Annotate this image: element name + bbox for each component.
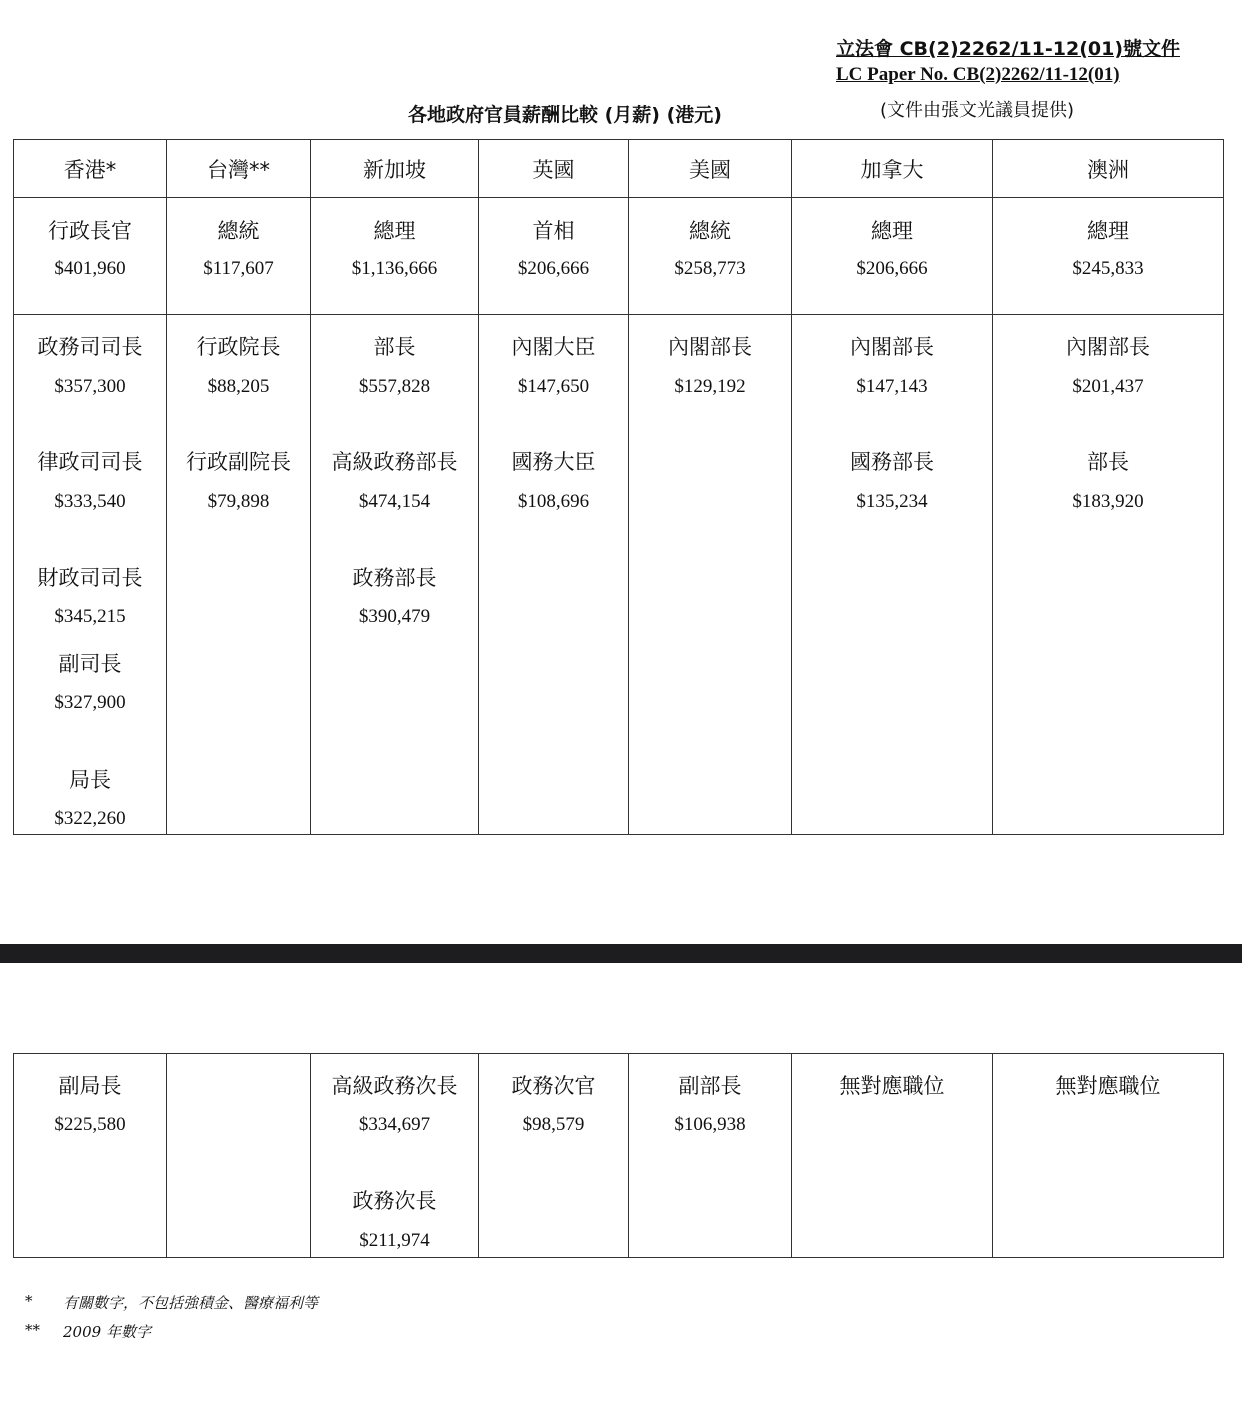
monthly-salary: $147,143 — [856, 376, 928, 397]
document-reference-chinese: 立法會 CB(2)2262/11-12(01)號文件 — [836, 38, 1181, 60]
region-name: 美國 — [689, 157, 731, 182]
monthly-salary: $225,580 — [54, 1114, 126, 1135]
position-title: 副部長 — [678, 1074, 742, 1098]
deputies-cell — [993, 1054, 1224, 1258]
footnote-mark: ** — [25, 1321, 40, 1339]
ministers-cell — [629, 315, 792, 835]
position-title: 行政長官 — [48, 219, 132, 243]
position-title: 總統 — [217, 219, 260, 243]
position-title: 政務次官 — [511, 1074, 596, 1098]
monthly-salary: $334,697 — [358, 1114, 431, 1135]
monthly-salary: $117,607 — [203, 258, 274, 279]
position-title: 總理 — [373, 219, 416, 243]
column-header — [167, 140, 311, 198]
position-title: 內閣部長 — [668, 335, 752, 359]
position-title: 部長 — [1087, 450, 1129, 474]
monthly-salary: $345,215 — [54, 606, 126, 627]
position-title: 政務部長 — [352, 566, 437, 590]
monthly-salary: $108,696 — [517, 491, 590, 512]
ministers-cell — [792, 315, 993, 835]
monthly-salary: $135,234 — [856, 491, 928, 512]
head-of-government-cell — [14, 198, 167, 315]
region-name: 香港* — [63, 157, 117, 182]
footnote-text: 有關數字，不包括強積金、醫療福利等 — [63, 1294, 319, 1312]
head-of-government-cell — [792, 198, 993, 315]
ministers-cell — [14, 315, 167, 835]
page-separator-band — [0, 944, 1242, 963]
monthly-salary: $129,192 — [674, 376, 746, 397]
position-title: 行政副院長 — [186, 450, 291, 474]
column-header — [993, 140, 1224, 198]
position-title: 副局長 — [58, 1074, 122, 1098]
column-header — [629, 140, 792, 198]
position-title: 內閣部長 — [1066, 335, 1150, 359]
column-header — [14, 140, 167, 198]
document-reference-english: LC Paper No. CB(2)2262/11-12(01) — [836, 64, 1120, 85]
footnote-text: 2009 年數字 — [63, 1323, 151, 1341]
monthly-salary: $147,650 — [517, 376, 590, 397]
document-provider-note: (文件由張文光議員提供) — [880, 100, 1075, 121]
position-title: 部長 — [373, 335, 416, 359]
monthly-salary: $201,437 — [1072, 376, 1144, 397]
page-title: 各地政府官員薪酬比較 (月薪) (港元) — [408, 104, 722, 126]
region-name: 新加坡 — [363, 157, 426, 182]
position-title: 高級政務部長 — [331, 450, 458, 474]
position-title: 國務大臣 — [511, 450, 596, 474]
monthly-salary: $401,960 — [54, 258, 126, 279]
column-header — [311, 140, 479, 198]
monthly-salary: $258,773 — [674, 258, 746, 279]
position-title: 內閣部長 — [850, 335, 934, 359]
monthly-salary: $333,540 — [54, 491, 126, 512]
deputies-cell — [167, 1054, 311, 1258]
monthly-salary: $206,666 — [517, 258, 590, 279]
region-name: 英國 — [532, 157, 575, 182]
position-title: 行政院長 — [196, 335, 281, 359]
region-name: 加拿大 — [860, 157, 924, 182]
position-title: 無對應職位 — [839, 1074, 945, 1098]
position-title: 政務司司長 — [37, 335, 143, 359]
position-title: 首相 — [532, 219, 575, 243]
head-of-government-cell — [629, 198, 792, 315]
deputies-cell — [311, 1054, 479, 1258]
position-title: 總統 — [689, 219, 731, 243]
head-of-government-cell — [479, 198, 629, 315]
position-title: 無對應職位 — [1055, 1074, 1161, 1098]
monthly-salary: $327,900 — [54, 692, 126, 713]
monthly-salary: $322,260 — [54, 808, 126, 829]
ministers-cell — [479, 315, 629, 835]
header-row — [14, 140, 1224, 198]
head-of-government-cell — [167, 198, 311, 315]
deputies-cell — [14, 1054, 167, 1258]
ministers-row — [14, 315, 1224, 835]
monthly-salary: $557,828 — [358, 376, 431, 397]
position-title: 副司長 — [58, 652, 122, 676]
monthly-salary: $1,136,666 — [351, 258, 438, 279]
ministers-cell — [167, 315, 311, 835]
monthly-salary: $211,974 — [359, 1230, 430, 1251]
position-title: 局長 — [69, 768, 111, 792]
deputies-cell — [629, 1054, 792, 1258]
ministers-cell — [311, 315, 479, 835]
position-title: 總理 — [871, 219, 913, 243]
deputies-cell — [792, 1054, 993, 1258]
monthly-salary: $183,920 — [1072, 491, 1144, 512]
position-title: 律政司司長 — [37, 450, 143, 474]
head-of-government-cell — [311, 198, 479, 315]
column-header — [792, 140, 993, 198]
position-title: 總理 — [1087, 219, 1129, 243]
head-of-government-row — [14, 198, 1224, 315]
salary-table — [13, 139, 1224, 835]
monthly-salary: $88,205 — [207, 376, 270, 397]
monthly-salary: $357,300 — [54, 376, 126, 397]
monthly-salary: $245,833 — [1072, 258, 1144, 279]
monthly-salary: $79,898 — [207, 491, 270, 512]
position-title: 國務部長 — [850, 450, 934, 474]
position-title: 高級政務次長 — [331, 1074, 458, 1098]
monthly-salary: $474,154 — [358, 491, 431, 512]
monthly-salary: $206,666 — [856, 258, 928, 279]
column-header — [479, 140, 629, 198]
deputies-cell — [479, 1054, 629, 1258]
deputies-row — [14, 1054, 1224, 1258]
salary-table-continued — [13, 1053, 1224, 1258]
region-name: 澳洲 — [1087, 157, 1129, 182]
monthly-salary: $98,579 — [522, 1114, 585, 1135]
position-title: 政務次長 — [352, 1189, 437, 1213]
region-name: 台灣** — [207, 157, 270, 182]
monthly-salary: $106,938 — [674, 1114, 746, 1135]
monthly-salary: $390,479 — [358, 606, 431, 627]
footnote-mark: * — [25, 1292, 33, 1310]
position-title: 內閣大臣 — [511, 335, 596, 359]
ministers-cell — [993, 315, 1224, 835]
head-of-government-cell — [993, 198, 1224, 315]
position-title: 財政司司長 — [37, 566, 143, 590]
